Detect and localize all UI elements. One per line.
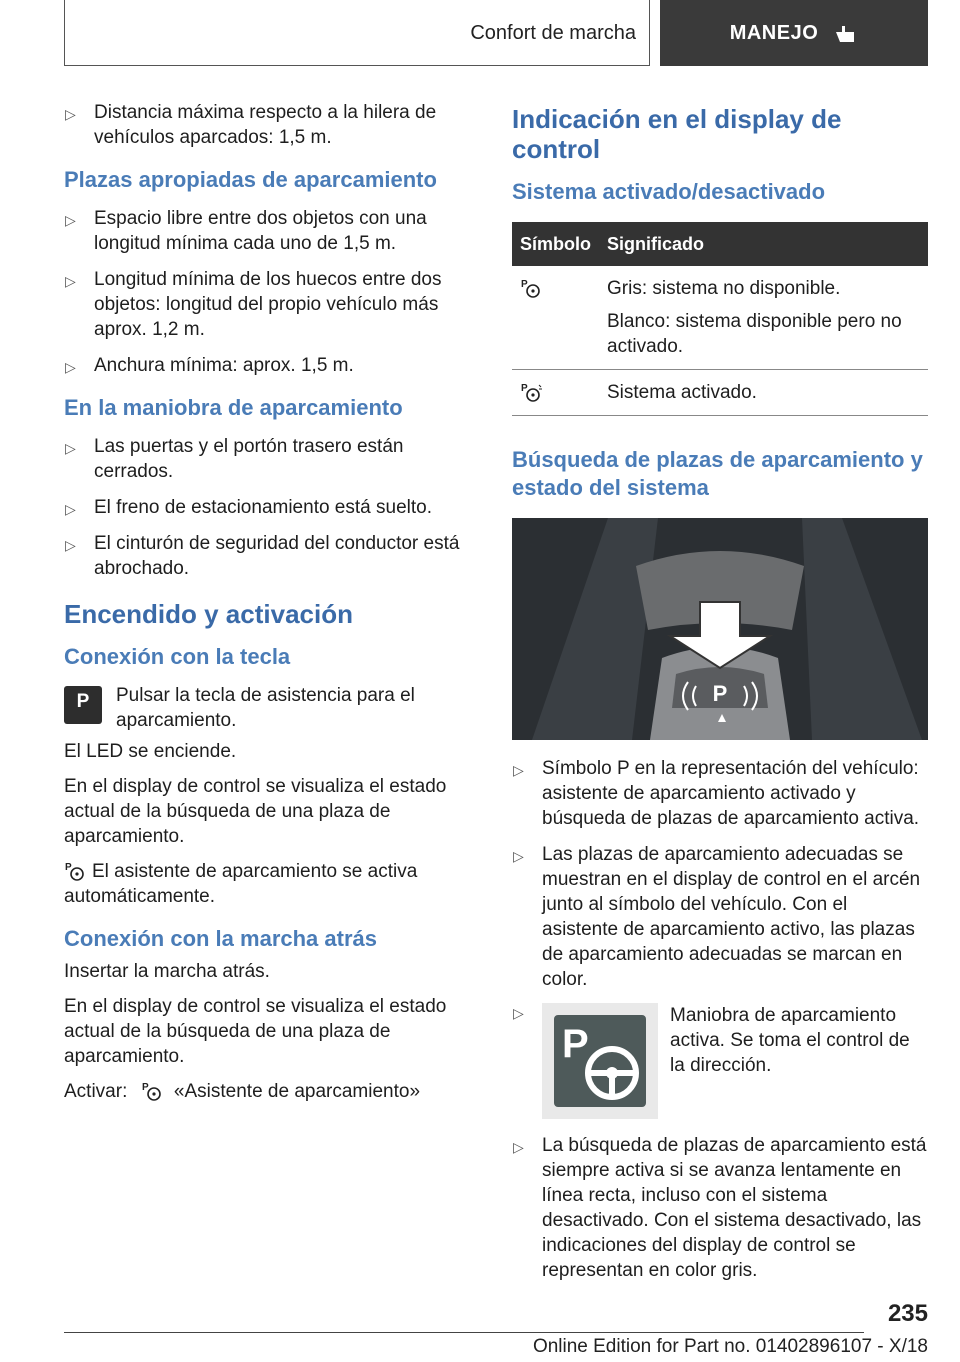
left-column xyxy=(64,100,476,1114)
auto-activation-text: P El asistente de aparcamiento se activa automáticamente. xyxy=(64,861,418,907)
header-section-title: Confort de marcha xyxy=(470,21,636,44)
heading-plazas: Plazas apropiadas de aparcamiento xyxy=(64,167,437,192)
svg-text:P: P xyxy=(65,862,72,873)
footer-divider xyxy=(64,1332,864,1333)
table-header-row xyxy=(512,222,928,266)
key-instruction xyxy=(64,683,476,733)
heading-maniobra: En la maniobra de aparcamiento xyxy=(64,395,403,420)
svg-text:P: P xyxy=(141,1082,149,1093)
svg-text:P: P xyxy=(521,279,528,290)
header-chapter-tab xyxy=(660,0,928,66)
list-item: ▷ El freno de estacionamiento está suelto. xyxy=(64,495,476,520)
table-row xyxy=(512,370,928,416)
page-header xyxy=(64,0,928,66)
list-item: ▷ Espacio libre entre dos objetos con una longitud mínima cada uno de 1,5 m. xyxy=(65,208,427,254)
parking-steering-icon xyxy=(141,1080,163,1102)
list-item: ▷ La búsqueda de plazas de aparcamiento está siempre activa si se avanza lentamente en línea recta, incluso con el sistema desactivado. Con el sistema desactivado, las indicaciones del display de control se representan en color gris. xyxy=(513,1135,927,1281)
table-cell-text: Gris: sistema no disponible. xyxy=(607,278,841,299)
triangle-bullet-icon: ▷ xyxy=(65,106,76,122)
heading-encendido: Encendido y activación xyxy=(64,599,353,629)
list-item: ▷ Distancia máxima respecto a la hilera de vehículos aparcados: 1,5 m. xyxy=(65,102,437,148)
triangle-bullet-icon: ▷ xyxy=(65,359,76,375)
page-number: 235 xyxy=(887,1300,928,1327)
list-item: ▷ Anchura mínima: aprox. 1,5 m. xyxy=(64,353,476,378)
triangle-bullet-icon: ▷ xyxy=(65,501,76,517)
list-item: ▷ Las plazas de aparcamiento adecuadas se muestran en el display de control en el arcén junto al símbolo del vehículo. Con el asistente de aparcamiento activo, las plazas de aparcamiento adecuadas se marcan en color. xyxy=(513,844,921,990)
triangle-bullet-icon: ▷ xyxy=(513,848,524,864)
triangle-bullet-icon: ▷ xyxy=(65,537,76,553)
table-header-meaning: Significado xyxy=(599,222,928,266)
list-item: ▷ Símbolo P en la representación del vehículo: asistente de aparcamiento activado y búsqueda de plazas de aparcamiento activa. xyxy=(513,758,920,829)
led-text: El LED se enciende. xyxy=(64,741,237,762)
parking-steering-icon xyxy=(520,277,542,299)
heading-indicacion: Indicación en el display de control xyxy=(512,104,842,164)
heading-sistema: Sistema activado/desactivado xyxy=(512,179,826,204)
svg-text:P: P xyxy=(562,1022,589,1066)
marcha-text: Insertar la marcha atrás. xyxy=(64,961,270,982)
parking-steering-active-icon xyxy=(520,381,542,403)
list-item: ▷ El cinturón de seguridad del conductor está abrochado. xyxy=(65,533,460,579)
triangle-bullet-icon: ▷ xyxy=(513,762,524,778)
symbol-table xyxy=(512,222,928,416)
triangle-bullet-icon: ▷ xyxy=(65,273,76,289)
parking-steering-tile-icon xyxy=(542,1003,658,1119)
table-header-symbol: Símbolo xyxy=(512,222,599,266)
heading-marcha: Conexión con la marcha atrás xyxy=(64,926,377,951)
key-instruction-text: Pulsar la tecla de asistencia para el aparcamiento. xyxy=(116,685,415,731)
table-row xyxy=(512,266,928,370)
parking-assist-key-icon: P xyxy=(64,686,102,724)
display-text-2: En el display de control se visualiza el estado actual de la búsqueda de una plaza de aparcamiento. xyxy=(64,996,447,1067)
triangle-bullet-icon: ▷ xyxy=(513,1139,524,1155)
heading-tecla: Conexión con la tecla xyxy=(64,644,291,669)
footer-edition: Online Edition for Part no. 01402896107 - X/18 xyxy=(532,1336,928,1357)
triangle-bullet-icon: ▷ xyxy=(65,440,76,456)
list-item: ▷ Longitud mínima de los huecos entre dos objetos: longitud del propio vehículo más aprox. 1,2 m. xyxy=(65,269,442,340)
table-cell-text: Sistema activado. xyxy=(599,370,928,416)
parking-display-illustration xyxy=(512,518,928,740)
right-column xyxy=(512,100,928,1294)
steering-hand-icon xyxy=(832,20,858,46)
list-item: ▷ Las puertas y el portón trasero están cerrados. xyxy=(65,436,404,482)
img-bullet-text: Maniobra de aparcamiento activa. Se toma el control de la dirección. xyxy=(670,1005,910,1076)
list-item xyxy=(512,1003,928,1119)
heading-busqueda: Búsqueda de plazas de aparcamiento y estado del sistema xyxy=(512,447,923,500)
table-cell-text: Blanco: sistema disponible pero no activado. xyxy=(607,311,902,357)
parking-steering-icon xyxy=(64,860,86,882)
illustration-p-label: P xyxy=(712,681,728,706)
triangle-bullet-icon: ▷ xyxy=(65,212,76,228)
display-text: En el display de control se visualiza el estado actual de la búsqueda de una plaza de aparcamiento. xyxy=(64,776,447,847)
header-chapter-label: MANEJO xyxy=(729,21,819,44)
svg-text:P: P xyxy=(521,383,528,394)
activar-line: Activar: P «Asistente de aparcamiento» xyxy=(64,1081,421,1102)
triangle-bullet-icon: ▷ xyxy=(513,1005,524,1021)
